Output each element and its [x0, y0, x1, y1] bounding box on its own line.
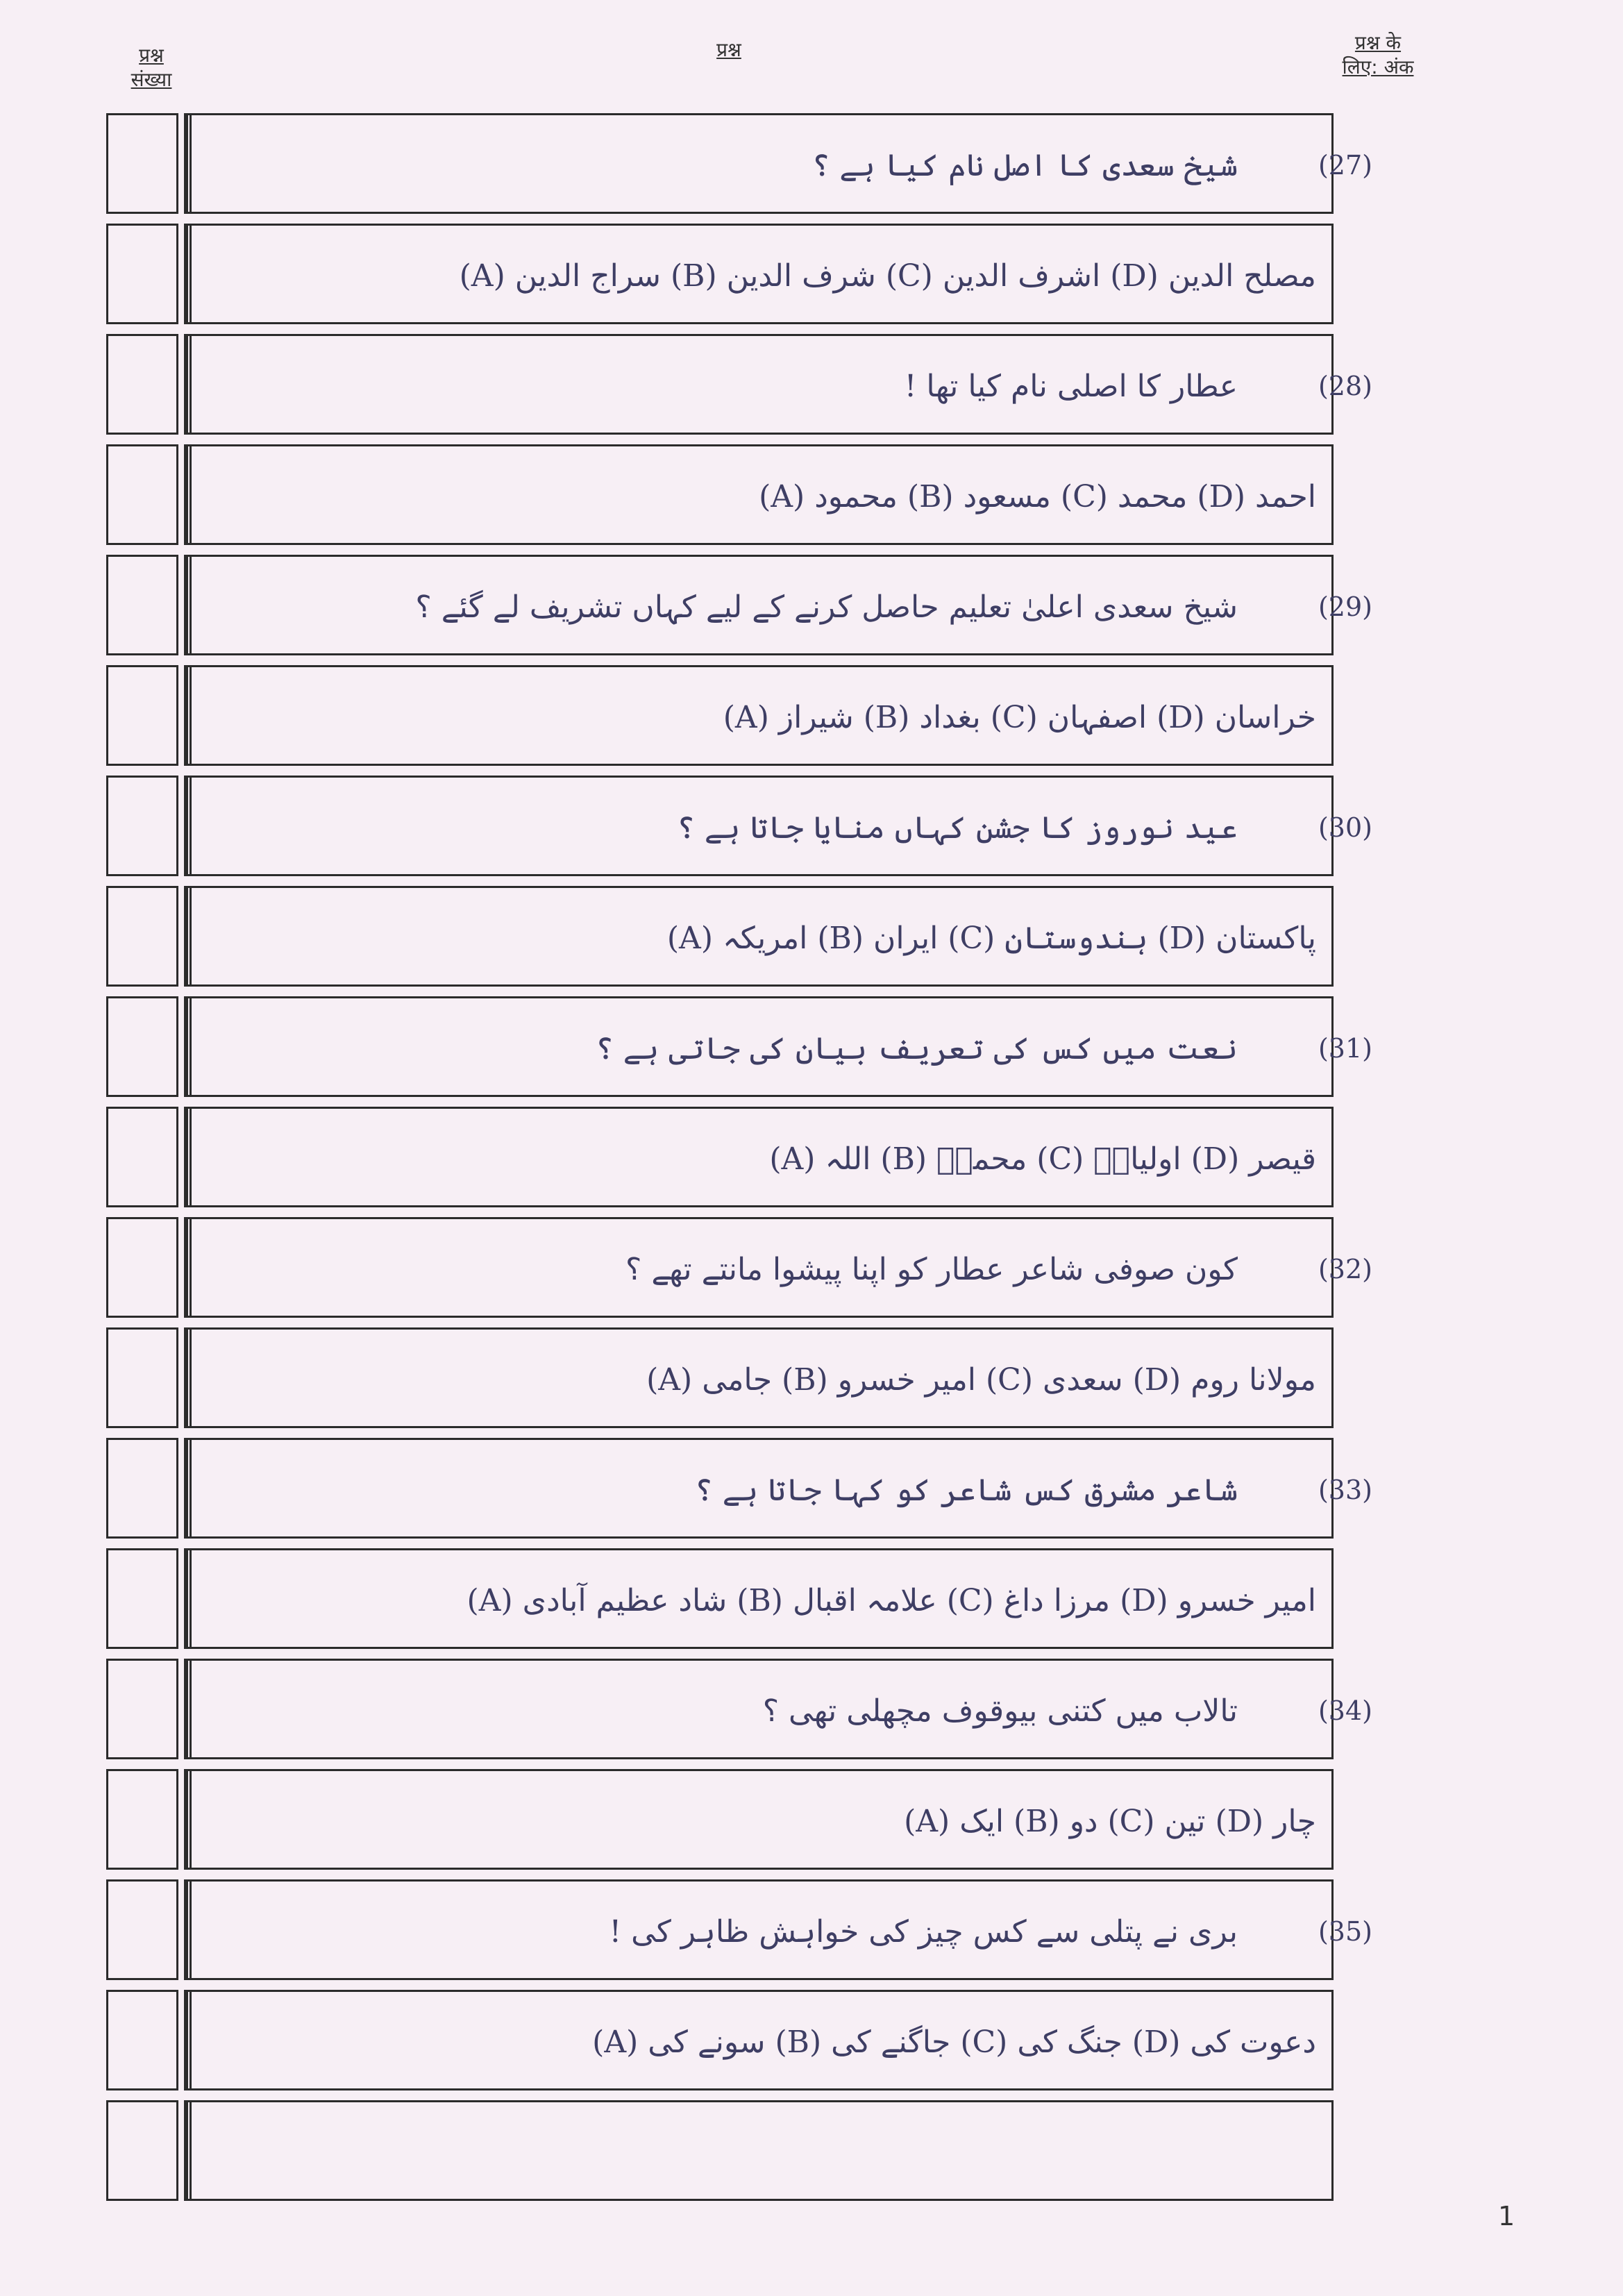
header-center-text: प्रश्न [716, 38, 741, 61]
question-text-cell [186, 1327, 1334, 1428]
options-row [106, 1990, 1334, 2090]
question-number-cell [106, 1438, 178, 1539]
answer-options: (A) ایک (B) دو (C) تین (D) چار [904, 1804, 1316, 1839]
question-number-cell [106, 224, 178, 324]
question-row [106, 555, 1372, 655]
question-number: (27) [1318, 150, 1372, 181]
question-text-cell [186, 555, 1372, 655]
question-text-cell [186, 334, 1372, 435]
header-marks-label [1326, 31, 1430, 79]
question-row [106, 1879, 1372, 1980]
options-row [106, 1548, 1334, 1649]
question-number-cell [106, 776, 178, 876]
question-text-cell [186, 776, 1372, 876]
question-number-cell [106, 886, 178, 987]
question-row [106, 996, 1372, 1097]
question-text: عطار کا اصلی نام کیا تھا ! [904, 369, 1238, 404]
question-text-cell [186, 2100, 1334, 2201]
answer-options: (A) شیراز (B) بغداد (C) اصفہان (D) خراسان [723, 700, 1316, 735]
question-number-cell [106, 1548, 178, 1649]
question-number: (35) [1318, 1916, 1372, 1947]
question-row [106, 334, 1372, 435]
header-right-line-2: लिए: अंक [1342, 56, 1414, 78]
question-number-cell [106, 1659, 178, 1759]
question-row [106, 1217, 1372, 1318]
page-number: 1 [1498, 2201, 1515, 2231]
question-text-cell [186, 996, 1372, 1097]
question-text-cell [186, 444, 1334, 545]
question-text-cell [186, 1990, 1334, 2090]
question-number-cell [106, 1107, 178, 1207]
question-number-cell [106, 2100, 178, 2201]
question-text-cell [186, 224, 1334, 324]
question-number-cell [106, 1879, 178, 1980]
question-text-cell [186, 665, 1334, 766]
question-row [106, 1659, 1372, 1759]
question-number: (33) [1318, 1475, 1372, 1505]
answer-options: (A) اللہ (B) محمدؐ (C) اولیاءؑ (D) قیصر [769, 1141, 1316, 1177]
question-text-cell [186, 1548, 1334, 1649]
question-text-cell [186, 1659, 1372, 1759]
answer-options: (A) شاد عظیم آبادی (B) علامہ اقبال (C) مرزا داغ (D) امیر خسرو [466, 1583, 1316, 1618]
question-number-cell [106, 1327, 178, 1428]
options-row [106, 444, 1334, 545]
header-left-line-2: संख्या [131, 68, 172, 91]
answer-options: (A) محمود (B) مسعود (C) محمد (D) احمد [759, 479, 1316, 514]
question-number-cell [106, 444, 178, 545]
question-text-cell [186, 886, 1334, 987]
question-text-cell [186, 113, 1372, 214]
answer-options: (A) امریکہ (B) ایران (C) ہندوستان (D) پاکستان [666, 921, 1316, 956]
question-text-cell [186, 1879, 1372, 1980]
answer-options: (A) سونے کی (B) جاگنے کی (C) جنگ کی (D) دعوت کی [592, 2025, 1316, 2060]
options-row [106, 224, 1334, 324]
question-number-cell [106, 665, 178, 766]
question-text: بری نے پتلی سے کس چیز کی خواہش ظاہر کی ! [609, 1914, 1238, 1950]
question-row [106, 1438, 1372, 1539]
header-left-line-1: प्रश्न [139, 44, 164, 67]
question-number: (29) [1318, 592, 1372, 622]
options-row [106, 886, 1334, 987]
options-row [106, 1107, 1334, 1207]
question-text: عید نوروز کا جشن کہاں منایا جاتا ہے ؟ [677, 810, 1238, 846]
options-row [106, 1769, 1334, 1870]
question-number: (31) [1318, 1033, 1372, 1064]
header-question-number-label [117, 43, 186, 92]
question-text: کون صوفی شاعر عطار کو اپنا پیشوا مانتے تھے ؟ [625, 1252, 1238, 1287]
question-text: شیخ سعدی کا اصل نام کیا ہے ؟ [812, 148, 1238, 183]
question-text: نعت میں کس کی تعریف بیان کی جاتی ہے ؟ [595, 1031, 1238, 1066]
blank-row [106, 2100, 1334, 2201]
question-number-cell [106, 113, 178, 214]
question-row [106, 776, 1372, 876]
question-text-cell [186, 1107, 1334, 1207]
header-right-line-1: प्रश्न के [1354, 31, 1402, 54]
question-number: (34) [1318, 1695, 1372, 1726]
answer-options: (A) جامی (B) امیر خسرو (C) سعدی (D) مولانا روم [646, 1362, 1316, 1398]
answer-options: (A) سراج الدین (B) شرف الدین (C) اشرف الدین (D) مصلح الدین [459, 258, 1316, 294]
question-number-cell [106, 1217, 178, 1318]
question-text-cell [186, 1769, 1334, 1870]
question-text: تالاب میں کتنی بیوقوف مچھلی تھی ؟ [762, 1693, 1238, 1729]
question-text: شاعر مشرق کس شاعر کو کہا جاتا ہے ؟ [694, 1473, 1238, 1508]
question-number: (28) [1318, 371, 1372, 401]
header-question-label [687, 37, 771, 62]
question-number-cell [106, 334, 178, 435]
question-number: (30) [1318, 812, 1372, 843]
question-text: شیخ سعدی اعلیٰ تعلیم حاصل کرنے کے لیے کہاں تشریف لے گئے ؟ [415, 589, 1238, 625]
question-number: (32) [1318, 1254, 1372, 1284]
question-number-cell [106, 1769, 178, 1870]
options-row [106, 665, 1334, 766]
question-row [106, 113, 1372, 214]
question-number-cell [106, 996, 178, 1097]
options-row [106, 1327, 1334, 1428]
question-number-cell [106, 1990, 178, 2090]
question-text-cell [186, 1217, 1372, 1318]
question-number-cell [106, 555, 178, 655]
answer-sheet-table [106, 113, 1372, 2211]
question-text-cell [186, 1438, 1372, 1539]
